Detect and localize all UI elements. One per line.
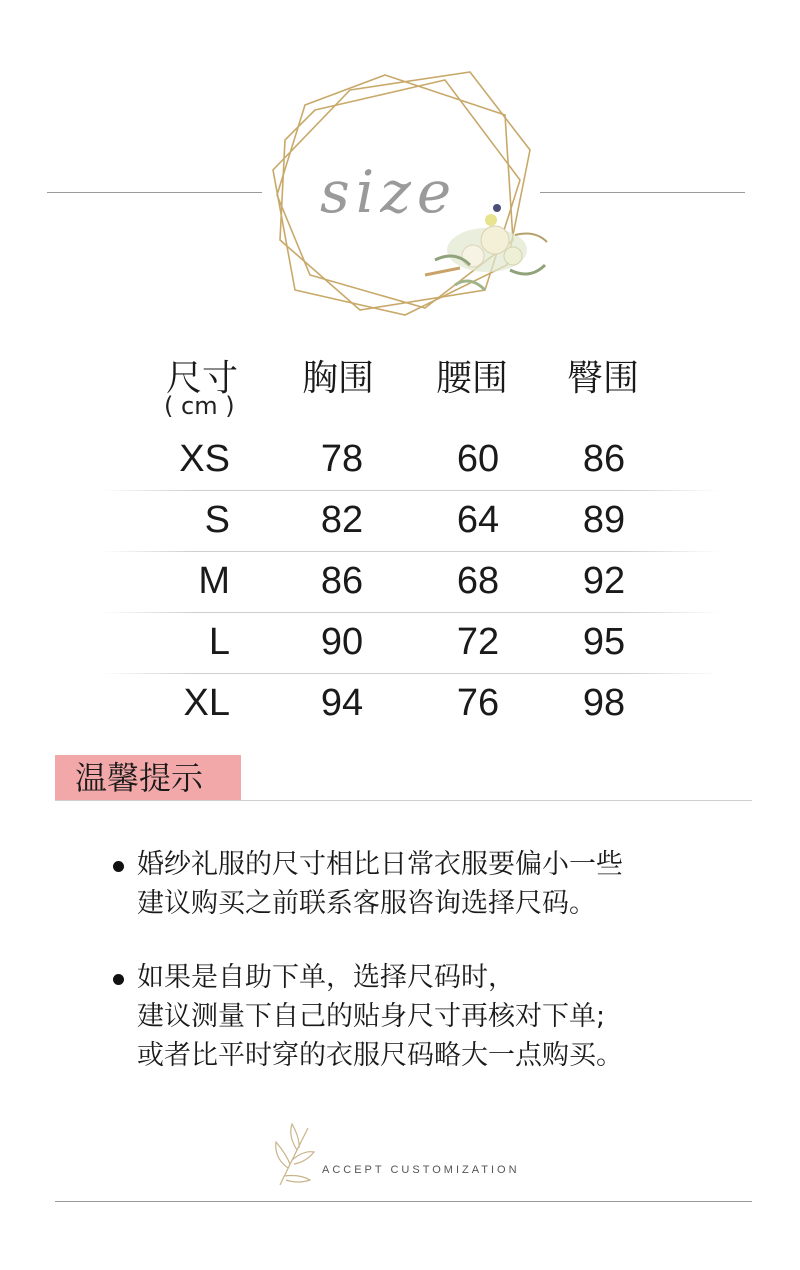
tip-line: 建议购买之前联系客服咨询选择尺码。 bbox=[137, 888, 596, 919]
tips-title: 温馨提示 bbox=[55, 755, 241, 801]
waist-cell: 76 bbox=[456, 682, 500, 724]
footer-customization-text: ACCEPT CUSTOMIZATION bbox=[322, 1164, 520, 1176]
table-row bbox=[100, 491, 720, 552]
bust-cell: 86 bbox=[320, 560, 364, 602]
tip-text bbox=[137, 958, 623, 1075]
header-size-label: 尺寸 bbox=[166, 358, 239, 399]
header-rule-right bbox=[540, 192, 745, 193]
bullet-dot-icon bbox=[113, 974, 124, 985]
size-cell: M bbox=[198, 560, 230, 602]
footer-rule bbox=[55, 1201, 752, 1202]
tip-line: 婚纱礼服的尺寸相比日常衣服要偏小一些 bbox=[137, 849, 623, 880]
hip-cell: 92 bbox=[582, 560, 626, 602]
header-hip: 臀围 bbox=[567, 358, 640, 399]
leaf-sprig-icon bbox=[270, 1120, 320, 1190]
bust-cell: 78 bbox=[320, 438, 364, 480]
table-row bbox=[100, 430, 720, 491]
bullet-dot-icon bbox=[113, 861, 124, 872]
header-bust: 胸围 bbox=[302, 358, 375, 399]
bust-cell: 94 bbox=[320, 682, 364, 724]
waist-cell: 72 bbox=[456, 621, 500, 663]
tips-header bbox=[55, 755, 752, 803]
table-row bbox=[100, 552, 720, 613]
bust-cell: 82 bbox=[320, 499, 364, 541]
header-waist: 腰围 bbox=[436, 358, 509, 399]
bust-cell: 90 bbox=[320, 621, 364, 663]
size-script-title: size bbox=[320, 158, 458, 226]
tip-line: 建议测量下自己的贴身尺寸再核对下单; bbox=[137, 1001, 606, 1032]
table-row bbox=[100, 613, 720, 674]
waist-cell: 60 bbox=[456, 438, 500, 480]
tip-text bbox=[137, 845, 623, 923]
tip-line: 如果是自助下单，选择尺码时， bbox=[137, 962, 515, 993]
waist-cell: 68 bbox=[456, 560, 500, 602]
table-row bbox=[100, 674, 720, 735]
header-rule-left bbox=[47, 192, 262, 193]
tip-line: 或者比平时穿的衣服尺码略大一点购买。 bbox=[137, 1040, 623, 1071]
size-cell: L bbox=[208, 621, 230, 663]
hip-cell: 86 bbox=[582, 438, 626, 480]
hip-cell: 89 bbox=[582, 499, 626, 541]
hip-cell: 98 bbox=[582, 682, 626, 724]
size-cell: S bbox=[204, 499, 230, 541]
size-cell: XL bbox=[183, 682, 230, 724]
size-cell: XS bbox=[179, 438, 230, 480]
hip-cell: 95 bbox=[582, 621, 626, 663]
header-unit-label: ( cm ) bbox=[164, 392, 235, 420]
waist-cell: 64 bbox=[456, 499, 500, 541]
tips-divider bbox=[55, 800, 752, 801]
